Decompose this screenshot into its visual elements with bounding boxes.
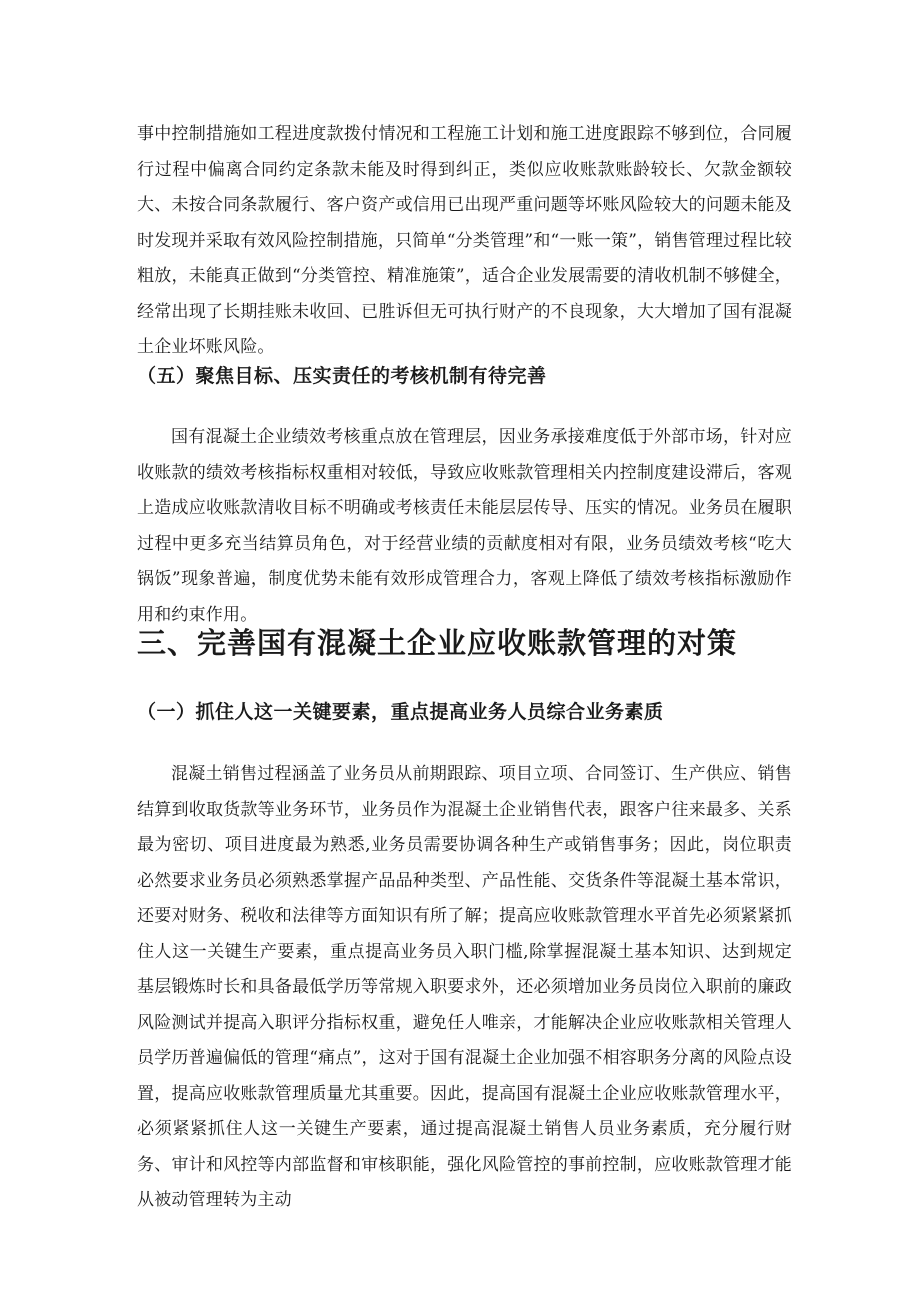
paragraph-risk-control: 事中控制措施如工程进度款拨付情况和工程施工计划和施工进度跟踪不够到位，合同履行过程中偏离合同约定条款未能及时得到纠正，类似应收账款账龄较长、欠款金额较大、未按合同条款履行、客户资产或信用已出现严重问题等坏账风险较大的问题未能及时发现并采取有效风险控制措施，只简单“分类管理”和“一账一策”，销售管理过程比较粗放，未能真正做到“分类管控、精准施策”，适合企业发展需要的清收机制不够健全，经常出现了长期挂账未收回、已胜诉但无可执行财产的不良现象，大大增加了国有混凝土企业坏账风险。: [137, 124, 792, 357]
paragraph-performance-assessment: 国有混凝土企业绩效考核重点放在管理层，因业务承接难度低于外部市场，针对应收账款的绩效考核指标权重相对较低，导致应收账款管理相关内控制度建设滞后，客观上造成应收账款清收目标不明确或考核责任未能层层传导、压实的情况。业务员在履职过程中更多充当结算员角色，对于经营业绩的贡献度相对有限，业务员绩效考核“吃大锅饭”现象普遍，制度优势未能有效形成管理合力，客观上降低了绩效考核指标激励作用和约束作用。: [137, 427, 792, 625]
heading-key-personnel: （一）抓住人这一关键要素，重点提高业务人员综合业务素质: [137, 701, 664, 723]
section-title-countermeasures: 三、完善国有混凝土企业应收账款管理的对策: [137, 626, 738, 660]
paragraph-sales-staff-quality: 混凝土销售过程涵盖了业务员从前期跟踪、项目立项、合同签订、生产供应、销售结算到收取货款等业务环节，业务员作为混凝土企业销售代表，跟客户往来最多、关系最为密切、项目进度最为熟悉,业务员需要协调各种生产或销售事务；因此，岗位职责必然要求业务员必须熟悉掌握产品品种类型、产品性能、交货条件等混凝土基本常识，还要对财务、税收和法律等方面知识有所了解；提高应收账款管理水平首先必须紧紧抓住人这一关键生产要素，重点提高业务员入职门槛,除掌握混凝土基本知识、达到规定基层锻炼时长和具备最低学历等常规入职要求外，还必须增加业务员岗位入职前的廉政风险测试并提高入职评分指标权重，避免任人唯亲，才能解决企业应收账款相关管理人员学历普遍偏低的管理“痛点”，这对于国有混凝土企业加强不相容职务分离的风险点设置，提高应收账款管理质量尤其重要。因此，提高国有混凝土企业应收账款管理水平，必须紧紧抓住人这一关键生产要素，通过提高混凝土销售人员业务素质，充分履行财务、审计和风控等内部监督和审核职能，强化风险管控的事前控制，应收账款管理才能从被动管理转为主动: [137, 764, 792, 1210]
heading-assessment-mechanism: （五）聚焦目标、压实责任的考核机制有待完善: [137, 365, 547, 387]
